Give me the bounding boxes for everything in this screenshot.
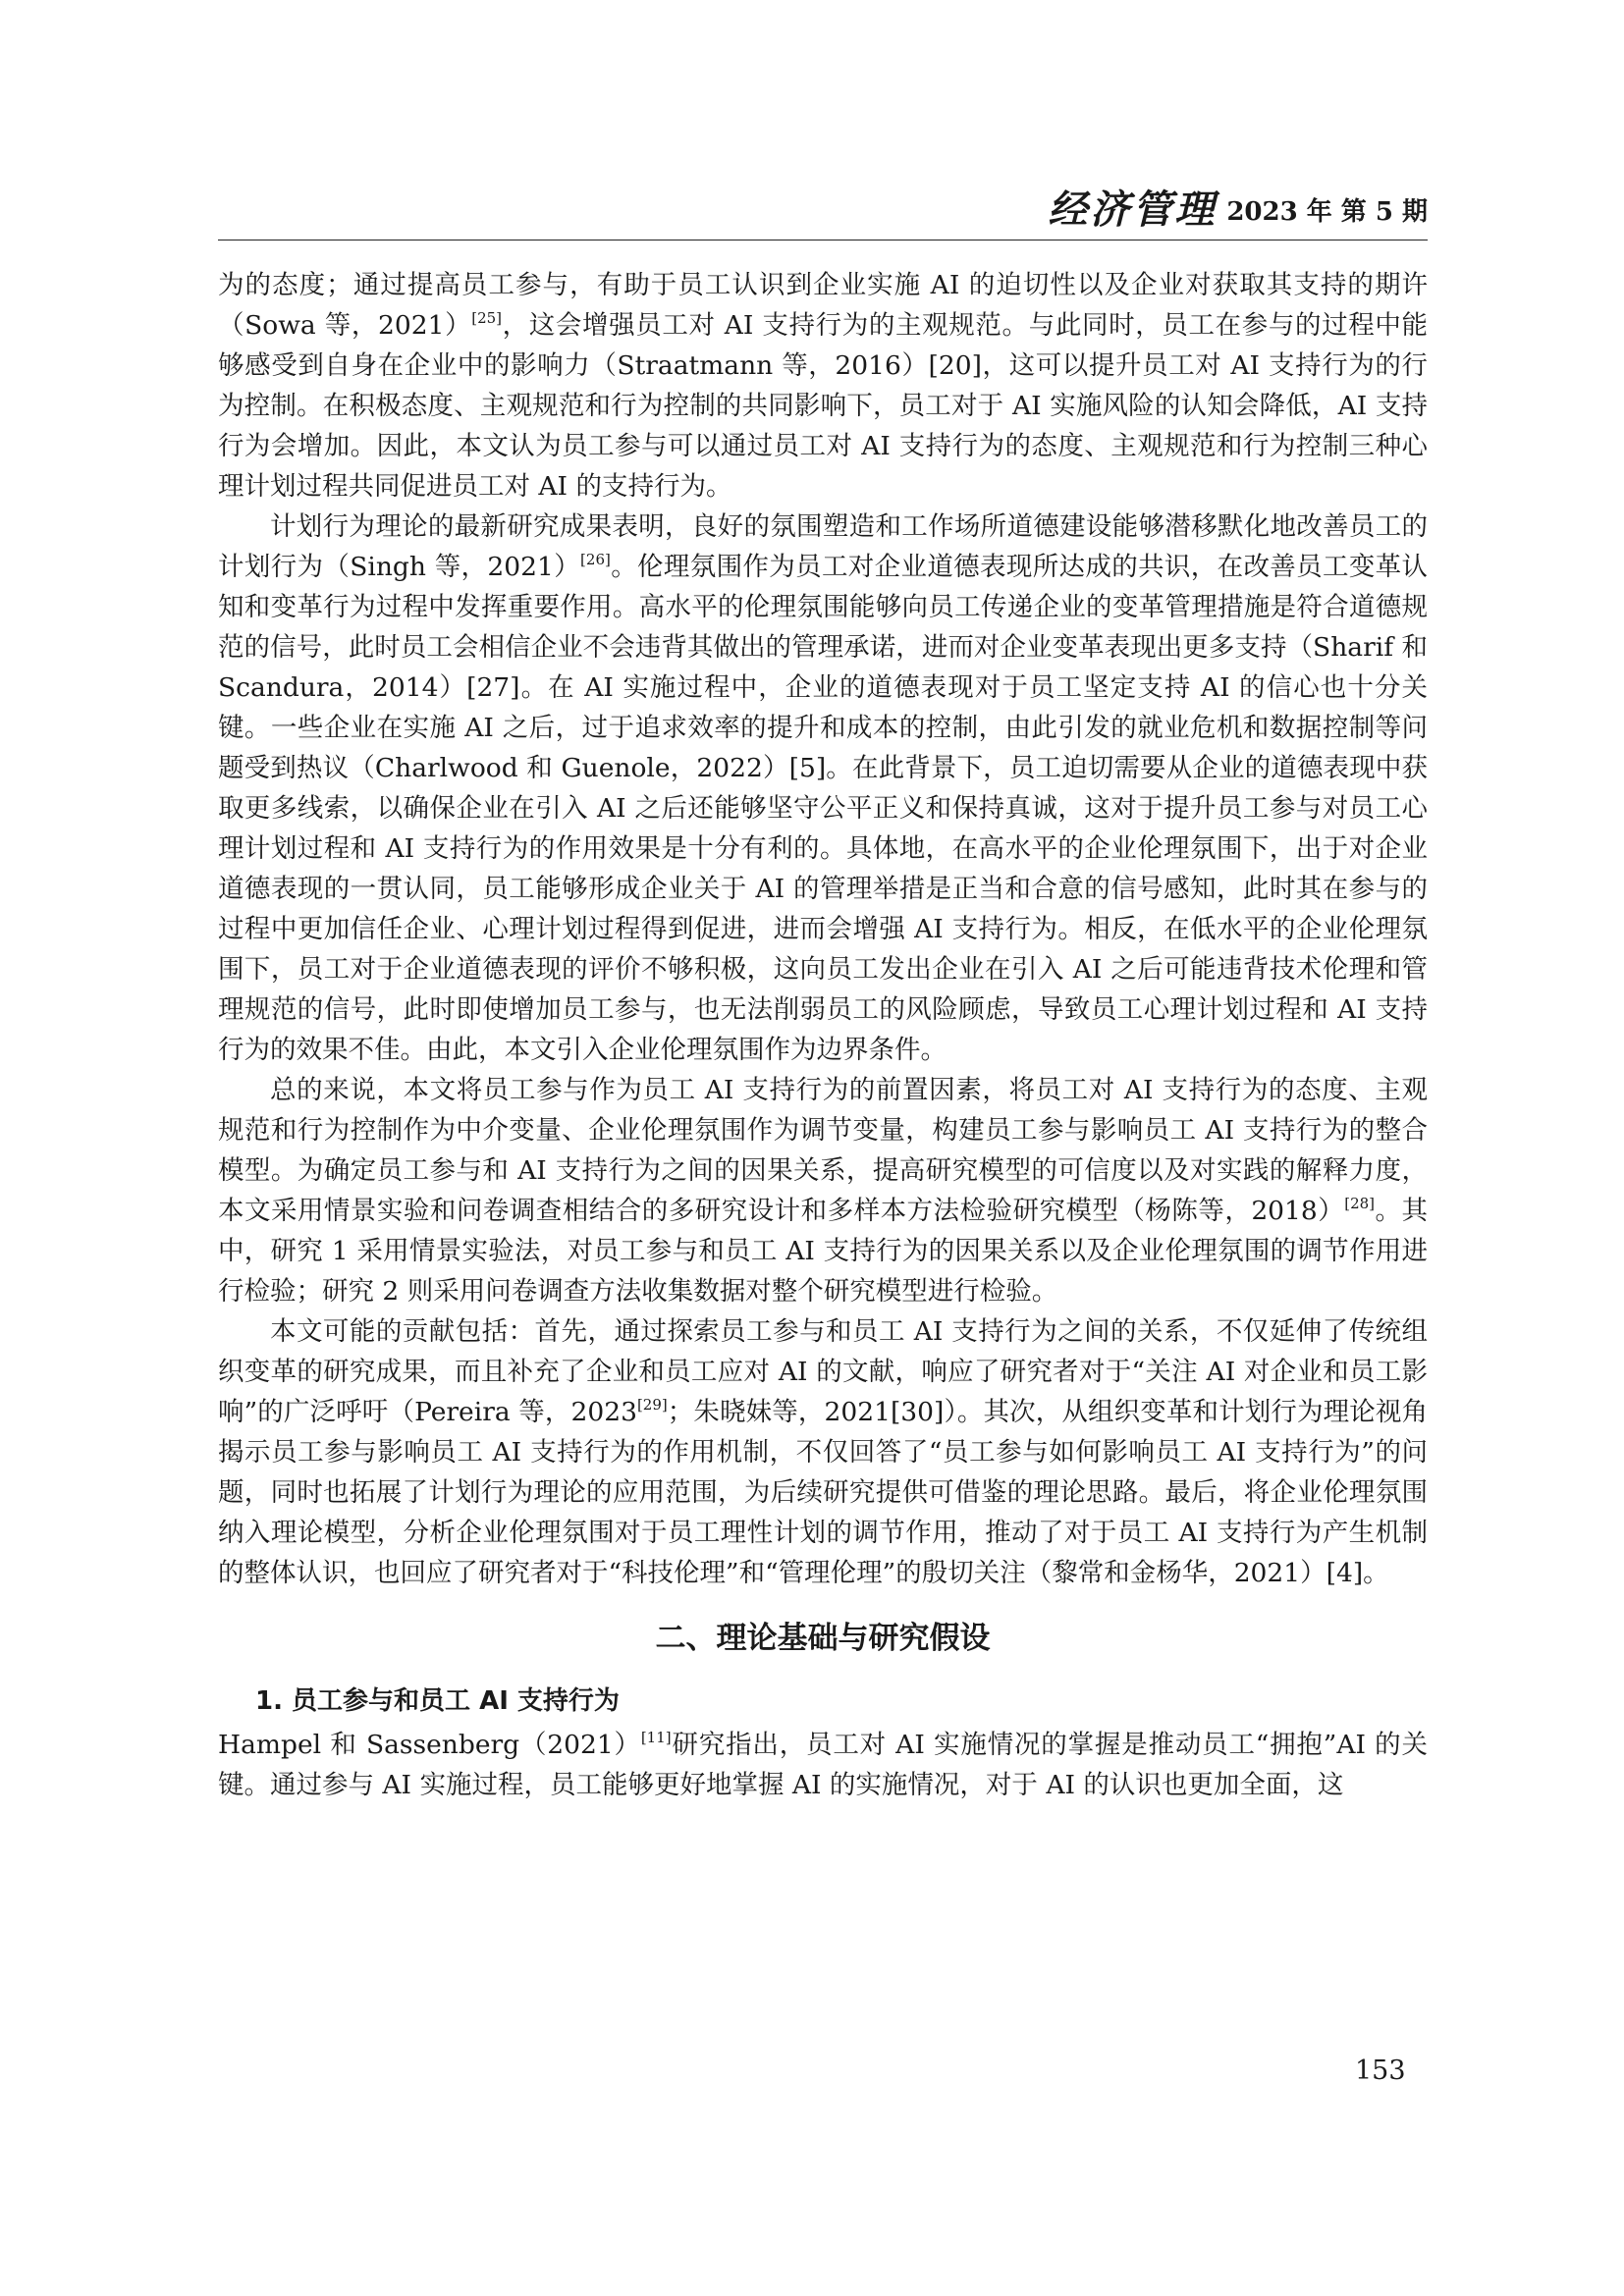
section-heading: 二、理论基础与研究假设	[655, 1621, 991, 1656]
issue-number: 2023 年 第 5 期	[1226, 197, 1428, 227]
citation: [29]	[636, 1396, 668, 1414]
paragraph: 总的来说，本文将员工参与作为员工 AI 支持行为的前置因素，将员工对 AI 支持行为的态度、主观规范和行为控制作为中介变量、企业伦理氛围作为调节变量，构建员工参与影响员工 AI 支持行为的整合模型。为确定员工参与和 AI 支持行为之间的因果关系，提高研究模型的可信度以及对实践的解释力度，本文采用情景实验和问卷调查相结合的多研究设计和多样本方法检验研究模型（杨陈等，2018）[28]。其中，研究 1 采用情景实验法，对员工参与和员工 AI 支持行为的因果关系以及企业伦理氛围的调节作用进行检验；研究 2 则采用问卷调查方法收集数据对整个研究模型进行检验。	[218, 1075, 1428, 1307]
page-number: 153	[1355, 2056, 1406, 2086]
citation: [25]	[471, 309, 503, 327]
citation: [26]	[580, 551, 611, 568]
journal-logo: 经济管理	[1048, 187, 1218, 233]
subsection-heading: 1. 员工参与和员工 AI 支持行为	[255, 1686, 620, 1716]
paragraph: 本文可能的贡献包括：首先，通过探索员工参与和员工 AI 支持行为之间的关系，不仅延伸了传统组织变革的研究成果，而且补充了企业和员工应对 AI 的文献，响应了研究者对于“关注 AI 对企业和员工影响”的广泛呼吁（Pereira 等，2023[29]；朱晓妹等，2021[30]）。其次，从组织变革和计划行为理论视角揭示员工参与影响员工 AI 支持行为的作用机制，不仅回答了“员工参与如何影响员工 AI 支持行为”的问题，同时也拓展了计划行为理论的应用范围，为后续研究提供可借鉴的理论思路。最后，将企业伦理氛围纳入理论模型，分析企业伦理氛围对于员工理性计划的调节作用，推动了对于员工 AI 支持行为产生机制的整体认识，也回应了研究者对于“科技伦理”和“管理伦理”的殷切关注（黎常和金杨华，2021）[4]。	[218, 1316, 1429, 1588]
paragraph: 为的态度；通过提高员工参与，有助于员工认识到企业实施 AI 的迫切性以及企业对获取其支持的期许（Sowa 等，2021）[25]，这会增强员工对 AI 支持行为的主观规范。与此同时，员工在参与的过程中能够感受到自身在企业中的影响力（Straatmann 等，2016）[20]，这可以提升员工对 AI 支持行为的行为控制。在积极态度、主观规范和行为控制的共同影响下，员工对于 AI 实施风险的认知会降低，AI 支持行为会增加。因此，本文认为员工参与可以通过员工对 AI 支持行为的态度、主观规范和行为控制三种心理计划过程共同促进员工对 AI 的支持行为。	[218, 270, 1428, 502]
citation: [28]	[1344, 1195, 1376, 1212]
citation: [11]	[640, 1729, 672, 1746]
paragraph: Hampel 和 Sassenberg（2021）[11]研究指出，员工对 AI 实施情况的掌握是推动员工“拥抱”AI 的关键。通过参与 AI 实施过程，员工能够更好地掌握 AI 的实施情况，对于 AI 的认识也更加全面，这	[218, 1729, 1428, 1800]
paragraph: 计划行为理论的最新研究成果表明，良好的氛围塑造和工作场所道德建设能够潜移默化地改善员工的计划行为（Singh 等，2021）[26]。伦理氛围作为员工对企业道德表现所达成的共识，在改善员工变革认知和变革行为过程中发挥重要作用。高水平的伦理氛围能够向员工传递企业的变革管理措施是符合道德规范的信号，此时员工会相信企业不会违背其做出的管理承诺，进而对企业变革表现出更多支持（Sharif 和 Scandura，2014）[27]。在 AI 实施过程中，企业的道德表现对于员工坚定支持 AI 的信心也十分关键。一些企业在实施 AI 之后，过于追求效率的提升和成本的控制，由此引发的就业危机和数据控制等问题受到热议（Charlwood 和 Guenole，2022）[5]。在此背景下，员工迫切需要从企业的道德表现中获取更多线索，以确保企业在引入 AI 之后还能够坚守公平正义和保持真诚，这对于提升员工参与对员工心理计划过程和 AI 支持行为的作用效果是十分有利的。具体地，在高水平的企业伦理氛围下，出于对企业道德表现的一贯认同，员工能够形成企业关于 AI 的管理举措是正当和合意的信号感知，此时其在参与的过程中更加信任企业、心理计划过程得到促进，进而会增强 AI 支持行为。相反，在低水平的企业伦理氛围下，员工对于企业道德表现的评价不够积极，这向员工发出企业在引入 AI 之后可能违背技术伦理和管理规范的信号，此时即使增加员工参与，也无法削弱员工的风险顾虑，导致员工心理计划过程和 AI 支持行为的效果不佳。由此，本文引入企业伦理氛围作为边界条件。	[218, 511, 1429, 1065]
running-header	[218, 185, 1428, 234]
article-body	[218, 265, 1428, 1805]
